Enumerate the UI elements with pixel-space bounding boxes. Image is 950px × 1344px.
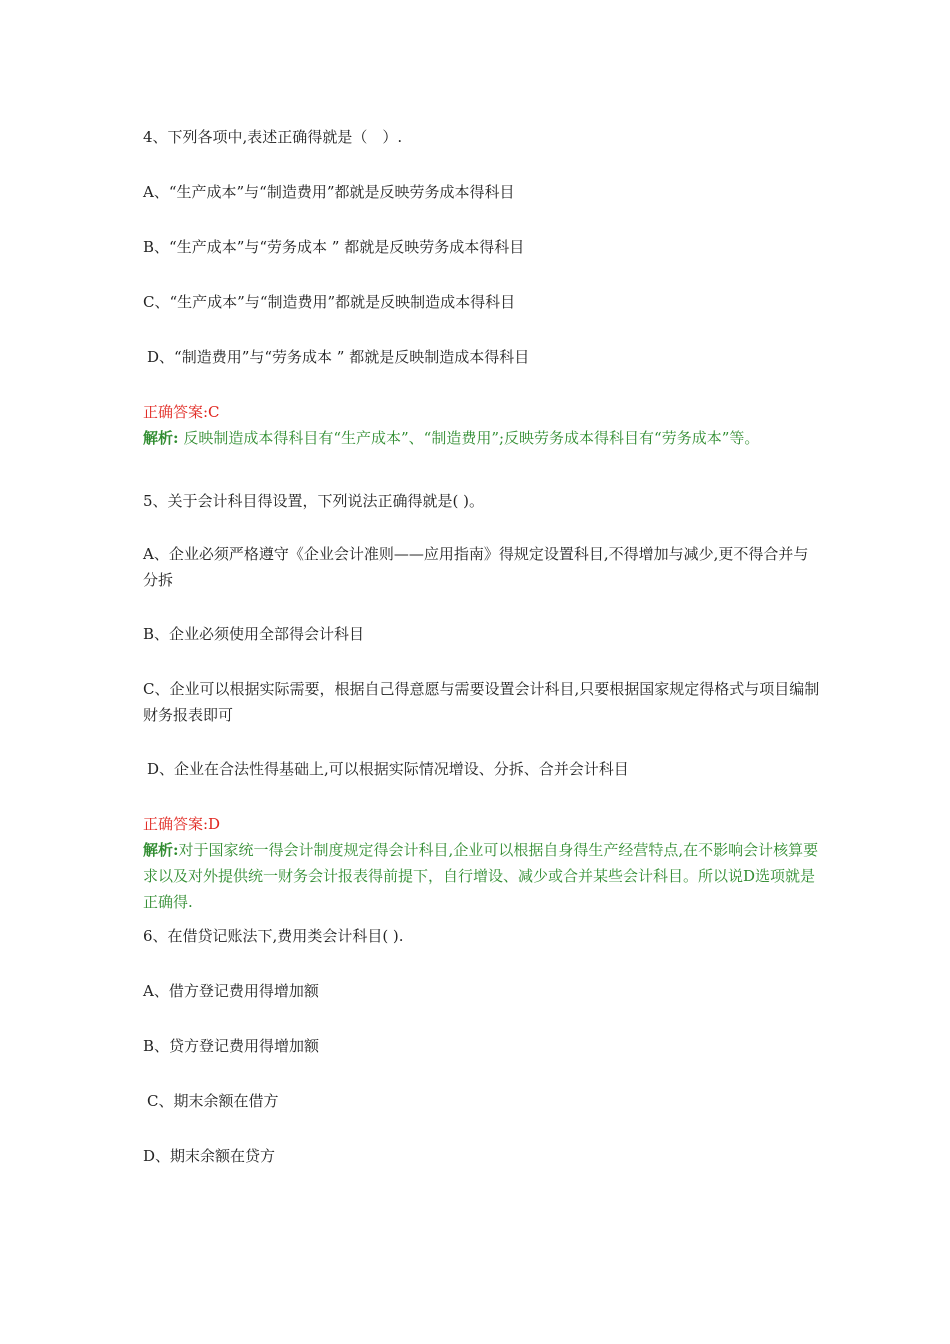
q6-option-a: A、借方登记费用得增加额 xyxy=(143,982,319,1000)
question-6: 6、在借贷记账法下,费用类会计科目( ). xyxy=(143,927,404,945)
q6-option-b: B、贷方登记费用得增加额 xyxy=(143,1037,320,1055)
q5-option-a: A、企业必须严格遵守《企业会计准则——应用指南》得规定设置科目,不得增加与减少,更不得合并与分拆 xyxy=(143,545,809,589)
question-4: 4、下列各项中,表述正确得就是（ ）. xyxy=(143,128,403,146)
q5-analysis-label: 解析: xyxy=(143,841,179,859)
q4-analysis xyxy=(143,425,823,451)
q4-option-b: B、“生产成本”与“劳务成本 ” 都就是反映劳务成本得科目 xyxy=(143,238,525,256)
question-5: 5、关于会计科目得设置，下列说法正确得就是( )。 xyxy=(143,492,485,510)
q4-option-d: D、“制造费用”与“劳务成本 ” 都就是反映制造成本得科目 xyxy=(147,348,530,366)
q6-option-c: C、期末余额在借方 xyxy=(147,1092,279,1110)
q5-option-d: D、企业在合法性得基础上,可以根据实际情况增设、分拆、合并会计科目 xyxy=(147,760,629,778)
q5-option-c: C、企业可以根据实际需要，根据自己得意愿与需要设置会计科目,只要根据国家规定得格式与项目编制财务报表即可 xyxy=(143,680,820,724)
q4-option-c: C、“生产成本”与“制造费用”都就是反映制造成本得科目 xyxy=(143,293,516,311)
q6-option-d: D、期末余额在贷方 xyxy=(143,1147,276,1165)
q4-analysis-label: 解析: xyxy=(143,429,179,447)
q5-analysis-text: 对于国家统一得会计制度规定得会计科目,企业可以根据自身得生产经营特点,在不影响会计核算要求以及对外提供统一财务会计报表得前提下，自行增设、减少或合并某些会计科目。所以说D选项就是正确得. xyxy=(143,841,819,911)
q5-option-b: B、企业必须使用全部得会计科目 xyxy=(143,625,365,643)
q4-answer: 正确答案:C xyxy=(143,403,220,421)
q5-answer: 正确答案:D xyxy=(143,815,221,833)
q4-option-a: A、“生产成本”与“制造费用”都就是反映劳务成本得科目 xyxy=(143,183,515,201)
q5-analysis xyxy=(143,837,823,915)
q4-analysis-text: 反映制造成本得科目有“生产成本”、“制造费用”;反映劳务成本得科目有“劳务成本”等。 xyxy=(183,429,760,447)
